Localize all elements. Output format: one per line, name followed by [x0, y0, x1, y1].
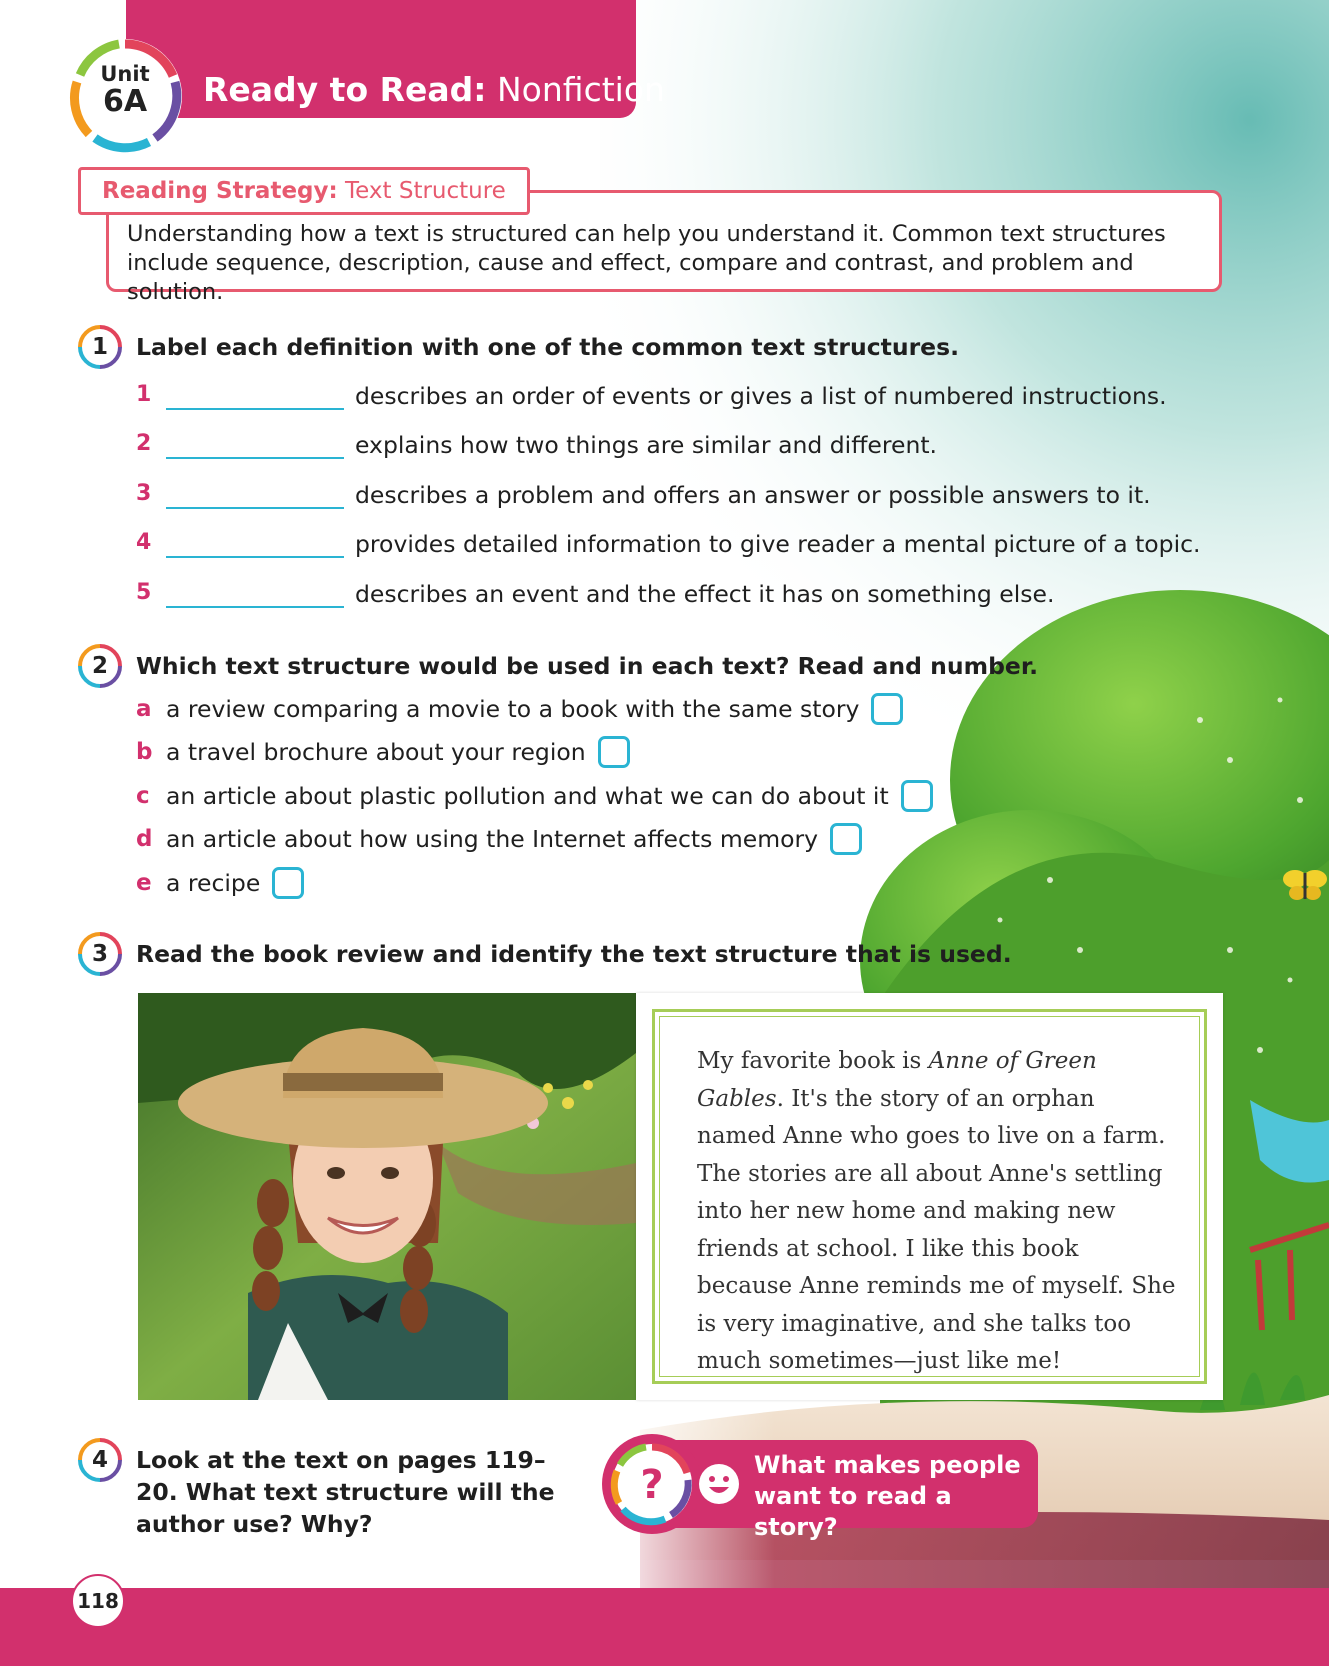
definition-number: 3 — [136, 481, 152, 506]
unit-label — [67, 64, 183, 117]
review-book-title: Anne of Green Gables — [697, 1048, 1097, 1112]
definition-text: describes an event and the effect it has on something else. — [355, 580, 1055, 608]
definition-text: provides detailed information to give reader a mental picture of a topic. — [355, 530, 1201, 558]
option-text: an article about how using the Internet affects memory — [166, 825, 819, 853]
option-text: a review comparing a movie to a book with the same story — [166, 695, 860, 723]
review-part-1: My favorite book is — [697, 1048, 929, 1074]
option-row-e — [136, 865, 304, 901]
exercise-2-prompt: Which text structure would be used in each text? Read and number. — [136, 652, 1039, 680]
strategy-name: Text Structure — [337, 178, 506, 204]
answer-blank-3[interactable] — [166, 507, 344, 509]
exercise-number-text: 4 — [91, 1447, 108, 1473]
option-letter: a — [136, 696, 152, 722]
option-row-d — [136, 821, 862, 857]
page-title-rest: Nonfiction — [486, 70, 665, 109]
answer-box-b[interactable] — [598, 736, 630, 768]
exercise-number-2 — [77, 643, 123, 689]
question-mark-icon — [601, 1433, 703, 1535]
page-title-bold: Ready to Read: — [203, 70, 487, 109]
option-row-c — [136, 778, 933, 814]
definition-number: 1 — [136, 382, 152, 407]
definition-text: explains how two things are similar and different. — [355, 431, 938, 459]
definition-text: describes an order of events or gives a list of numbered instructions. — [355, 382, 1167, 410]
answer-box-d[interactable] — [830, 823, 862, 855]
book-review-card — [636, 993, 1223, 1400]
question-symbol: ? — [640, 1462, 664, 1508]
girl-photo — [138, 993, 636, 1400]
book-review-text — [697, 1043, 1177, 1381]
answer-box-a[interactable] — [871, 693, 903, 725]
exercise-1-prompt: Label each definition with one of the common text structures. — [136, 333, 960, 361]
answer-blank-1[interactable] — [166, 408, 344, 410]
exercise-number-3 — [77, 931, 123, 977]
reading-strategy-text: Understanding how a text is structured can help you understand it. Common text structures include sequence, description, cause and effect, compare and contrast, and problem and solution. — [127, 221, 1166, 305]
girl-in-straw-hat-illustration — [138, 993, 636, 1400]
exercise-number-text: 3 — [91, 941, 108, 967]
answer-blank-2[interactable] — [166, 457, 344, 459]
definition-number: 4 — [136, 530, 152, 555]
unit-code: 6A — [102, 84, 148, 119]
smiley-icon — [697, 1462, 741, 1506]
exercise-number-text: 2 — [91, 653, 108, 679]
exercise-number-text: 1 — [91, 334, 108, 360]
definition-number: 2 — [136, 431, 152, 456]
option-letter: d — [136, 826, 153, 852]
option-row-b — [136, 734, 630, 770]
answer-box-e[interactable] — [272, 867, 304, 899]
butterfly-icon — [1283, 870, 1327, 900]
review-part-2: . It's the story of an orphan named Anne who goes to live on a farm. The stories are all about Anne's settling into her new home and making new friends at school. I like this book because Anne reminds me of myself. She is very imaginative, and she talks too much sometimes—just like me! — [697, 1085, 1176, 1374]
option-row-a — [136, 691, 903, 727]
strategy-label: Reading Strategy: — [102, 178, 338, 204]
page-title — [203, 70, 665, 109]
definition-text: describes a problem and offers an answer or possible answers to it. — [355, 481, 1151, 509]
exercise-number-1 — [77, 324, 123, 370]
answer-blank-5[interactable] — [166, 606, 344, 608]
option-text: a recipe — [166, 869, 261, 897]
unit-word: Unit — [100, 62, 150, 86]
option-letter: b — [136, 739, 153, 765]
page-number: 118 — [71, 1574, 125, 1628]
footer-bar — [0, 1588, 1329, 1666]
answer-blank-4[interactable] — [166, 556, 344, 558]
definition-number: 5 — [136, 580, 152, 605]
big-question-text: What makes people want to read a story? — [754, 1451, 1021, 1541]
answer-box-c[interactable] — [901, 780, 933, 812]
exercise-4-prompt: Look at the text on pages 119–20. What text structure will the author use? Why? — [136, 1446, 555, 1538]
option-letter: e — [136, 870, 152, 896]
reading-strategy-tab — [78, 167, 530, 215]
exercise-number-4 — [77, 1437, 123, 1483]
option-text: an article about plastic pollution and what we can do about it — [166, 782, 889, 810]
exercise-3-prompt: Read the book review and identify the text structure that is used. — [136, 940, 1012, 968]
option-letter: c — [136, 783, 150, 809]
option-text: a travel brochure about your region — [166, 738, 586, 766]
